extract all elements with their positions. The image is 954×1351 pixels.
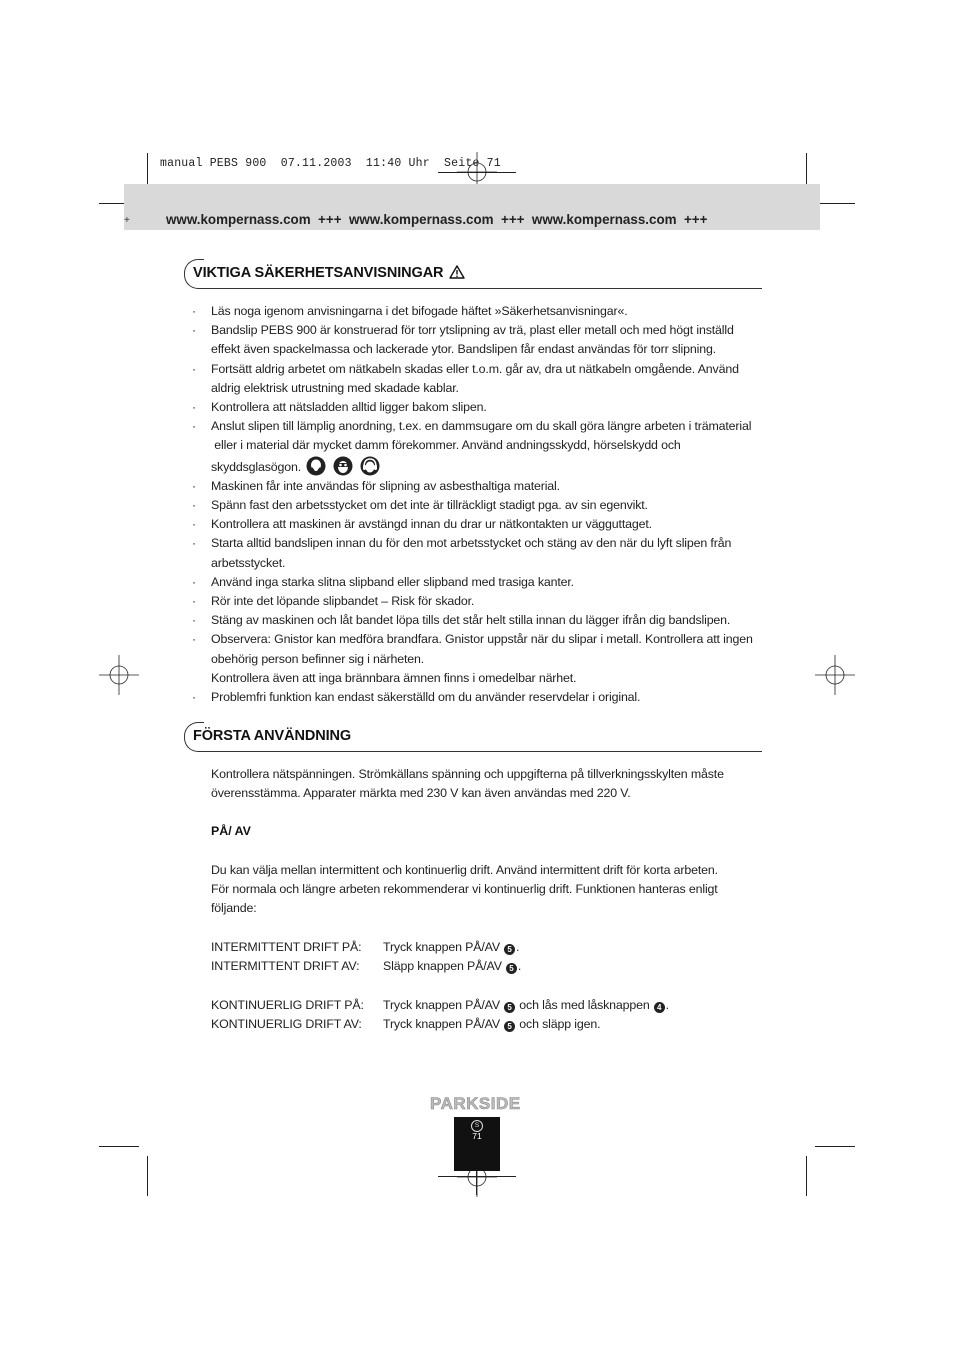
safety-section-header	[184, 259, 762, 289]
paragraph-line: För normala och längre arbeten rekommenderar vi kontinuerlig drift. Funktionen hanteras enligt	[211, 882, 718, 897]
print-slug-line: manual PEBS 900 07.11.2003 11:40 Uhr Seite 71	[160, 157, 501, 170]
list-item	[190, 630, 770, 688]
parkside-logo: PARKSIDE	[430, 1094, 521, 1113]
list-item-line: Kontrollera även att inga brännbara ämnen finns i omedelbar närhet.	[211, 670, 577, 685]
operation-text-after: .	[665, 998, 669, 1012]
list-item	[190, 592, 770, 611]
list-item	[190, 573, 770, 592]
bullet-dot: ·	[192, 517, 196, 532]
operation-row	[211, 938, 521, 957]
list-item	[190, 321, 770, 359]
crop-mark	[147, 1156, 148, 1196]
registration-mark-icon	[99, 655, 139, 695]
bullet-dot: ·	[192, 498, 196, 513]
language-code-badge: S	[471, 1120, 483, 1132]
bullet-dot: ·	[192, 574, 196, 589]
list-item-line: Kontrollera att nätsladden alltid ligger bakom slipen.	[211, 400, 487, 415]
list-item	[190, 515, 770, 534]
list-item	[190, 398, 770, 417]
operation-description	[383, 996, 669, 1015]
operation-label: INTERMITTENT DRIFT AV:	[211, 959, 360, 974]
list-item-line: effekt även spackelmassa och lackerade ytor. Bandslipen får endast användas för torr slipning.	[211, 342, 716, 357]
list-item-line: skyddsglasögon.	[211, 456, 770, 477]
paragraph-line: Kontrollera nätspänningen. Strömkällans spänning och uppgifterna på tillverkningsskylten måste	[211, 767, 724, 781]
safety-title-text: VIKTIGA SÄKERHETSANVISNINGAR	[193, 265, 444, 281]
list-item-line: arbetsstycket.	[211, 555, 286, 570]
list-item-line: Observera: Gnistor kan medföra brandfara. Gnistor uppstår när du slipar i metall. Kontrollera att ingen	[211, 632, 753, 647]
safety-instructions-list	[190, 302, 770, 707]
list-item-line: Bandslip PEBS 900 är konstruerad för torr ytslipning av trä, plast eller metall och med högt inställd	[211, 323, 734, 338]
crop-mark	[815, 1146, 855, 1147]
bullet-dot: ·	[192, 536, 196, 551]
list-item	[190, 302, 770, 321]
registration-mark-icon	[815, 655, 855, 695]
operation-text: Tryck knappen PÅ/AV	[383, 940, 500, 954]
operation-label: KONTINUERLIG DRIFT PÅ:	[211, 998, 364, 1012]
operation-text-after: och lås med låsknappen	[515, 998, 650, 1012]
paragraph-line: Du kan välja mellan intermittent och kontinuerlig drift. Använd intermittent drift för korta arbeten.	[211, 863, 718, 877]
bullet-dot: ·	[192, 361, 196, 376]
operation-description	[383, 957, 521, 976]
operation-text-after: .	[515, 940, 520, 954]
part-number-badge: 5	[506, 963, 517, 974]
list-item-line: Fortsätt aldrig arbetet om nätkabeln skadas eller t.o.m. går av, dra ut nätkabeln omgående. Använd	[211, 361, 739, 376]
list-item-line: Spänn fast den arbetsstycket om det inte är tillräckligt stadigt pga. av sin egenvikt.	[211, 498, 648, 513]
warning-triangle-icon	[449, 265, 465, 279]
list-item-line: Maskinen får inte användas för slipning av asbesthaltiga material.	[211, 478, 560, 493]
bullet-dot: ·	[192, 419, 196, 434]
part-number-badge: 4	[654, 1002, 665, 1013]
bullet-dot: ·	[192, 400, 196, 415]
part-number-badge: 5	[504, 1021, 515, 1032]
banner-website-text: www.kompernass.com +++ www.kompernass.com +++ www.kompernass.com +++	[166, 212, 708, 227]
operation-description	[383, 1015, 600, 1034]
first-use-section-header	[184, 722, 762, 752]
list-item-line: Starta alltid bandslipen innan du för den mot arbetsstycket och stäng av den när du lyft slipen från	[211, 536, 732, 551]
operation-text: Släpp knappen PÅ/AV	[383, 959, 502, 974]
ear-protection-icon	[360, 456, 380, 476]
respirator-mask-icon	[306, 456, 326, 476]
operation-label: INTERMITTENT DRIFT PÅ:	[211, 940, 362, 954]
safety-section-title	[193, 265, 465, 281]
operation-text: Tryck knappen PÅ/AV	[383, 1017, 500, 1032]
crop-mark	[806, 1156, 807, 1196]
crop-mark	[99, 1146, 139, 1147]
list-item-line: Läs noga igenom anvisningarna i det bifogade häftet »Säkerhetsanvisningar«.	[211, 304, 628, 318]
list-item	[190, 688, 770, 707]
operation-row	[211, 957, 521, 976]
operation-text-after: .	[517, 959, 522, 974]
list-item-line: Anslut slipen till lämplig anordning, t.ex. en dammsugare om du skall göra längre arbeten i trämaterial	[211, 419, 752, 434]
bullet-dot: ·	[192, 690, 196, 705]
list-item-line: Stäng av maskinen och låt bandet löpa tills det står helt stilla innan du lägger ifrån dig bandslipen.	[211, 613, 731, 628]
list-item	[190, 417, 770, 477]
list-item-line: Använd inga starka slitna slipband eller slipband med trasiga kanter.	[211, 574, 574, 589]
part-number-badge: 5	[504, 1002, 515, 1013]
part-number-badge: 5	[504, 944, 515, 955]
list-item	[190, 611, 770, 630]
crop-mark	[438, 172, 516, 173]
list-item	[190, 477, 770, 496]
bullet-dot: ·	[192, 323, 196, 338]
bullet-dot: ·	[192, 613, 196, 628]
header-rule	[200, 288, 762, 289]
paragraph-line: följande:	[211, 901, 257, 916]
list-item-line: eller i material där mycket damm förekommer. Använd andningsskydd, hörselskydd och	[211, 438, 681, 453]
safety-goggles-icon	[333, 456, 353, 476]
page-number-box	[454, 1117, 500, 1171]
intermittent-operation-table	[211, 938, 521, 976]
operation-row	[211, 996, 669, 1015]
crop-mark	[815, 203, 855, 204]
banner-marker: +	[124, 215, 130, 226]
on-off-subheading: PÅ/ AV	[211, 824, 251, 838]
list-item-line: Kontrollera att maskinen är avstängd innan du drar ur nätkontakten ur vägguttaget.	[211, 517, 652, 532]
page-number: 71	[472, 1131, 482, 1141]
continuous-operation-table	[211, 996, 669, 1034]
bullet-dot: ·	[192, 478, 196, 493]
list-item-line: aldrig elektrisk utrustning med skadade kablar.	[211, 380, 459, 395]
operation-text: Tryck knappen PÅ/AV	[383, 998, 500, 1012]
operation-row	[211, 1015, 669, 1034]
list-item-line: obehörig person befinner sig i närheten.	[211, 651, 425, 666]
bullet-dot: ·	[192, 632, 196, 647]
bullet-dot: ·	[192, 304, 196, 318]
first-use-intro-paragraph	[211, 765, 751, 803]
bullet-dot: ·	[192, 594, 196, 609]
crop-mark	[438, 1176, 516, 1177]
operation-text-after: och släpp igen.	[515, 1017, 601, 1032]
protective-equipment-icons	[306, 456, 380, 476]
operation-description	[383, 938, 519, 957]
paragraph-line: överensstämma. Apparater märkta med 230 V kan även användas med 220 V.	[211, 786, 631, 801]
list-item	[190, 496, 770, 515]
list-item-line: Problemfri funktion kan endast säkerställd om du använder reservdelar i original.	[211, 690, 641, 705]
first-use-section-title: FÖRSTA ANVÄNDNING	[193, 728, 352, 744]
list-item	[190, 360, 770, 398]
on-off-paragraph	[211, 861, 751, 919]
header-rule	[200, 751, 762, 752]
operation-label: KONTINUERLIG DRIFT AV:	[211, 1017, 362, 1032]
list-item-line: Rör inte det löpande slipbandet – Risk för skador.	[211, 594, 475, 609]
list-item	[190, 534, 770, 572]
